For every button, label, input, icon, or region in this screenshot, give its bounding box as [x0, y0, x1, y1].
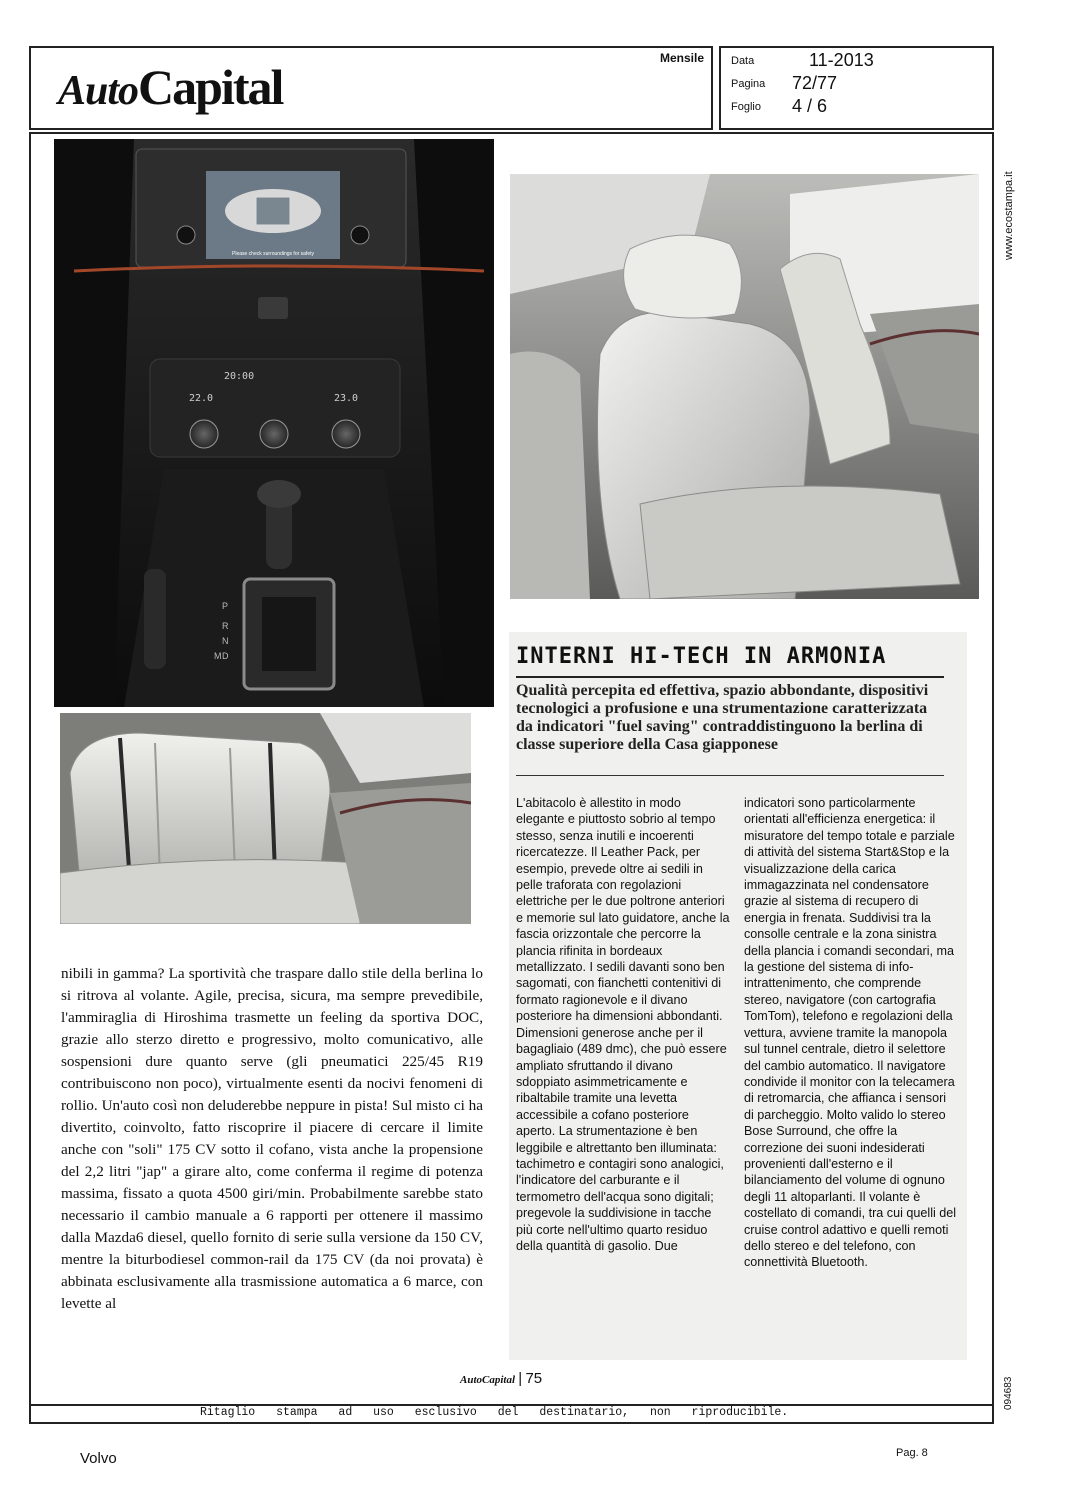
- folio-number: 75: [525, 1370, 543, 1387]
- sheet-value: 4 / 6: [792, 96, 828, 116]
- article-subtitle: Qualità percepita ed effettiva, spazio abbondante, dispositivi tecnologici a profusione e una strumentazione caratterizzata da indicatori "fuel saving" contraddistinguono la berlina di classe superiore della Casa giapponese: [516, 682, 929, 753]
- disclaimer-text: Ritaglio stampa ad uso esclusivo del destinatario, non riproducibile.: [200, 1406, 789, 1419]
- clipping-code: 094683: [1003, 1376, 1014, 1410]
- rear-bench-photo: [60, 713, 471, 924]
- date-label: Data: [731, 55, 755, 67]
- title-rule: [516, 676, 944, 678]
- main-body-text: nibili in gamma? La sportività che traspare dallo stile della berlina lo si ritrova al volante. Agile, precisa, sicura, ma sempre prevedibile, l'ammiraglia di Hiroshima trasmette un feeling da sportiva DOC, grazie allo sterzo diretto e progressivo, molto comunicativo, alle sospensioni dure quanto serve (gli pneumatici 225/45 R19 contribuiscono non poco), virtualmente esenti da nocivi fenomeni di rollio. Un'auto così non deluderebbe neppure in pista! Sul misto ci ha divertito, coinvolto, fatto riscoprire il piacere di cercare il limite anche con "soli" 175 CV sotto il cofano, vista anche la propensione del 2,2 litri "jap" a girare alto, come conferma il regime di potenza massima, fissato a quota 4500 giri/min. Probabilmente sarebbe stato necessario il cambio manuale a 6 rapporti per ottenere il massimo dalla Mazda6 diesel, quello fornito di serie sulla versione da 150 CV, mentre la biturbodiesel common-rail da 175 CV (da noi provata) è abbinata esclusivamente alla trasmissione automatica a 6 marce, con levette al: [61, 965, 483, 1312]
- article-column-1: L'abitacolo è allestito in modo elegante e piuttosto sobrio al tempo stesso, senza inutili e incoerenti ricercatezze. Il Leather Pack, per esempio, prevede oltre ai sedili in pelle traforata con regolazioni elettriche per le due poltrone anteriori e memorie sul lato guidatore, anche la fascia orizzontale che percorre la plancia rifinita in bordeaux metallizzato. I sedili davanti sono ben sagomati, con fianchetti contenitivi di formato ragionevole e il divano posteriore ha dimensioni abbondanti. Dimensioni generose anche per il bagagliaio (489 dmc), che può essere ampliato sfruttando il divano sdoppiato asimmetricamente e ribaltabile tramite una levetta accessibile a cofano posteriore aperto. La strumentazione è ben leggibile e altrettanto ben illuminata: tachimetro e contagiri sono analogici, l'indicatore del carburante e il termometro dell'acqua sono digitali; pregevole la suddivisione in tacche più corte nell'ultimo quarto residuo della quantità di gasolio. Due: [516, 796, 730, 1253]
- gear-d: D: [222, 651, 229, 661]
- source-url: www.ecostampa.it: [1003, 171, 1015, 260]
- folio-separator: |: [518, 1370, 523, 1387]
- article-column-2: indicatori sono particolarmente orientati all'efficienza energetica: il misuratore del tempo totale e parziale di attività del sistema Start&Stop e la visualizzazione della carica immagazzinata nel condensatore grazie al sistema di recupero di energia in frenata. Suddivisi tra la consolle centrale e la zona sinistra della plancia i comandi secondari, ma la gestione del sistema di info-intrattenimento, che comprende stereo, navigatore (con cartografia TomTom), telefono e regolazioni della vettura, avviene tramite la manopola sul tunnel centrale, dietro il selettore del cambio automatico. Il navigatore condivide il monitor con la telecamera di retromarcia, che affianca i sensori di parcheggio. Molto valido lo stereo Bose Surround, che offre la correzione dei suoni indesiderati provenienti dall'esterno e il bilanciamento del volume di ognuno degli 11 altoparlanti. Il volante è costellato di comandi, tra cui quelli del cruise control adattivo e quelli remoti dello stereo e del telefono, con connettività Bluetooth.: [744, 796, 957, 1270]
- climate-temp-right: 23.0: [334, 393, 359, 404]
- publication-logo: AutoCapital: [58, 59, 283, 115]
- front-seats-photo: [510, 174, 979, 599]
- footer-client: Volvo: [80, 1450, 117, 1467]
- sheet-label: Foglio: [731, 101, 761, 113]
- gear-r: R: [222, 621, 229, 631]
- page-label: Pagina: [731, 78, 766, 90]
- date-value: 11-2013: [809, 50, 874, 70]
- page-value: 72/77: [792, 73, 838, 93]
- climate-temp-left: 22.0: [189, 393, 214, 404]
- folio-logo: AutoCapital: [460, 1374, 516, 1386]
- frequency-label: Mensile: [660, 51, 705, 65]
- console-illustration: [54, 139, 494, 707]
- console-photo: [54, 139, 494, 707]
- front-seats-illustration: [510, 174, 979, 599]
- gear-m: M: [214, 651, 222, 661]
- page-folio: [460, 1370, 542, 1387]
- article-title: INTERNI HI-TECH IN ARMONIA: [516, 644, 887, 669]
- subtitle-rule: [516, 775, 944, 776]
- gear-p: P: [222, 601, 229, 611]
- rear-bench-illustration: [60, 713, 471, 924]
- gear-n: N: [222, 636, 229, 646]
- climate-time: 20:00: [224, 371, 255, 382]
- footer-page: Pag. 8: [896, 1447, 928, 1459]
- screen-caption: Please check surroundings for safety: [232, 251, 314, 257]
